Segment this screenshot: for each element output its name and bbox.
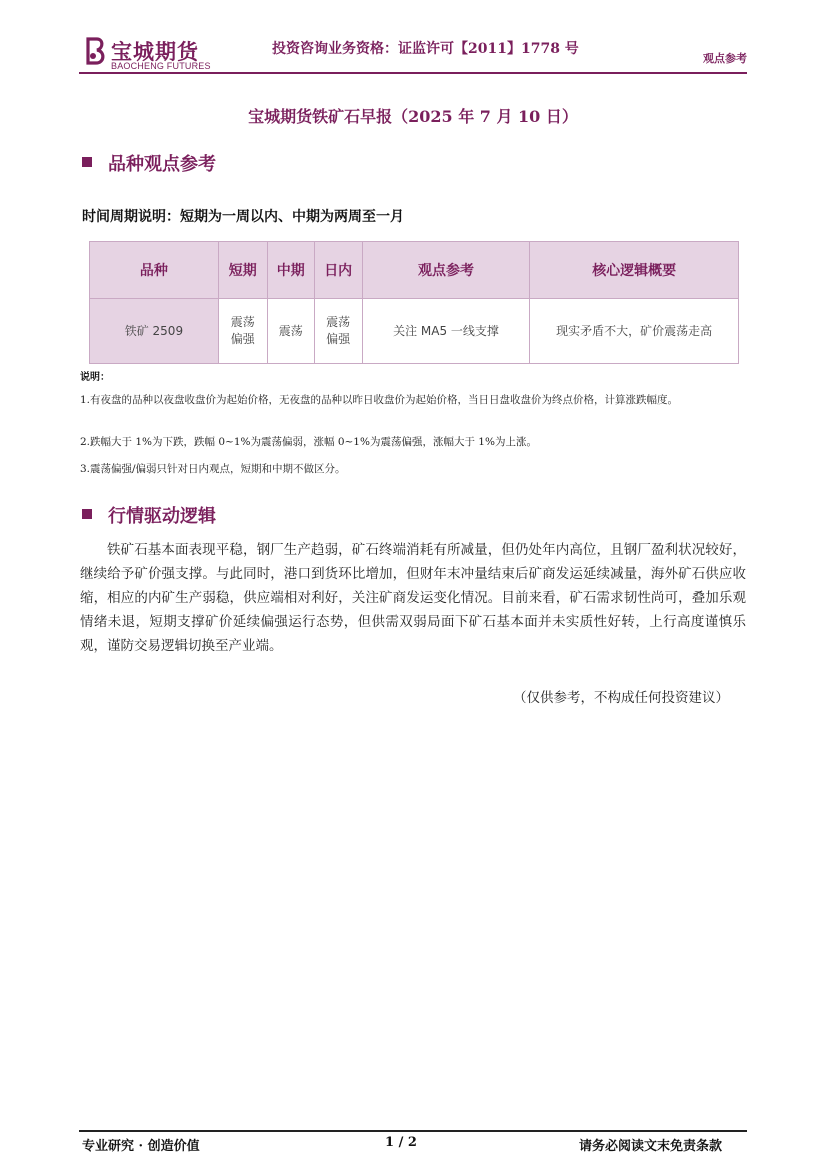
disclaimer-text: （仅供参考，不构成任何投资建议） <box>513 690 729 706</box>
short-term-value: 震荡偏强 <box>230 315 255 346</box>
page-number: 1 / 2 <box>385 1135 417 1150</box>
intraday-cell <box>314 299 362 364</box>
mid-term-cell: 震荡 <box>267 299 314 364</box>
footer-divider <box>79 1130 747 1132</box>
section-bullet-icon <box>82 157 92 167</box>
views-table <box>89 241 739 364</box>
column-header: 中期 <box>267 242 314 299</box>
logic-cell: 现实矛盾不大，矿价震荡走高 <box>530 299 739 364</box>
short-term-cell <box>218 299 267 364</box>
column-header: 观点参考 <box>362 242 530 299</box>
time-cycle-note: 时间周期说明：短期为一周以内、中期为两周至一月 <box>82 209 404 225</box>
table-header-row <box>90 242 739 299</box>
section-heading-text: 品种观点参考 <box>108 154 216 175</box>
section-heading-views <box>82 150 216 176</box>
note-item: 3.震荡偏强/偏弱只针对日内观点，短期和中期不做区分。 <box>80 463 346 475</box>
table-row <box>90 299 739 364</box>
column-header: 核心逻辑概要 <box>530 242 739 299</box>
variety-cell: 铁矿 2509 <box>90 299 219 364</box>
note-item: 2.跌幅大于 1%为下跌，跌幅 0~1%为震荡偏弱，涨幅 0~1%为震荡偏强，涨幅大于 1%为上涨。 <box>80 436 537 448</box>
header-divider <box>79 72 747 74</box>
footer-disclaimer-note: 请务必阅读文末免责条款 <box>578 1139 722 1154</box>
section-heading-drivers <box>82 502 216 528</box>
column-header: 短期 <box>218 242 267 299</box>
company-logo-icon <box>82 36 108 66</box>
intraday-value: 震荡偏强 <box>326 315 351 346</box>
footer-slogan: 专业研究 · 创造价值 <box>82 1139 200 1154</box>
header-tag: 观点参考 <box>703 52 747 65</box>
column-header: 日内 <box>314 242 362 299</box>
report-title: 宝城期货铁矿石早报（2025 年 7 月 10 日） <box>248 107 578 126</box>
view-cell: 关注 MA5 一线支撑 <box>362 299 530 364</box>
section-bullet-icon <box>82 509 92 519</box>
note-item: 1.有夜盘的品种以夜盘收盘价为起始价格，无夜盘的品种以昨日收盘价为起始价格，当日日盘收盘价为终点价格，计算涨跌幅度。 <box>80 394 679 406</box>
logo-english-name: BAOCHENG FUTURES <box>111 61 211 71</box>
notes-label: 说明： <box>80 372 110 383</box>
license-text: 投资咨询业务资格：证监许可【2011】1778 号 <box>272 41 579 57</box>
section-heading-text: 行情驱动逻辑 <box>108 506 216 527</box>
column-header: 品种 <box>90 242 219 299</box>
logo-chinese-name: 宝城期货 <box>111 39 199 64</box>
market-logic-paragraph: 铁矿石基本面表现平稳，钢厂生产趋弱，矿石终端消耗有所减量，但仍处年内高位，且钢厂盈利状况较好，继续给予矿价强支撑。与此同时，港口到货环比增加，但财年末冲量结束后矿商发运延续减量，海外矿石供应收缩，相应的内矿生产弱稳，供应端相对利好，关注矿商发运变化情况。目前来看，矿石需求韧性尚可，叠加乐观情绪未退，短期支撑矿价延续偏强运行态势，但供需双弱局面下矿石基本面并未实质性好转，上行高度谨慎乐观，谨防交易逻辑切换至产业端。 <box>80 542 746 654</box>
